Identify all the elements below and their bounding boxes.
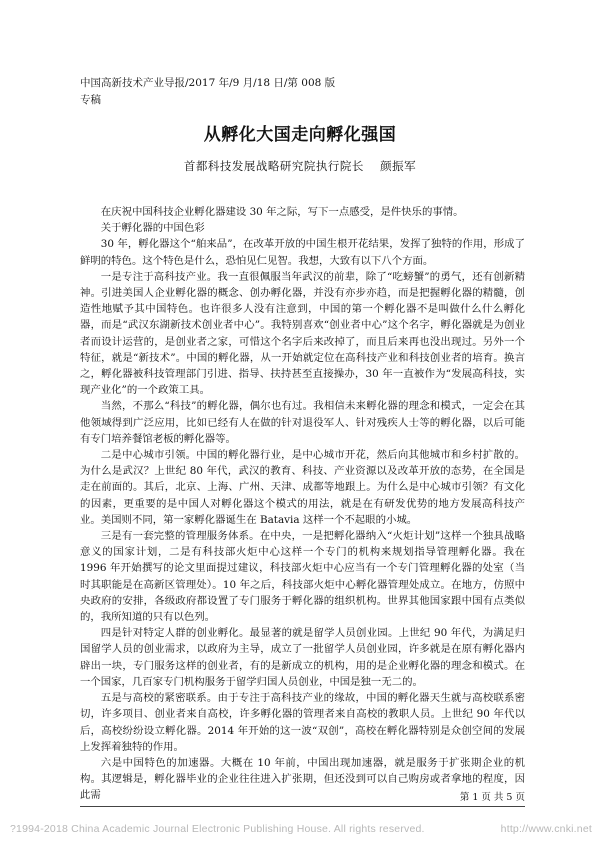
section-heading: 关于孵化器的中国色彩 xyxy=(100,222,205,235)
paragraph: 在庆祝中国科技企业孵化器建设 30 年之际，写下一点感受，是件快乐的事情。 xyxy=(100,206,464,218)
paragraph: 五是与高校的紧密联系。由于专注于高科技产业的缘故，中国的孵化器天生就与高校联系密切，许多项目、创业者来自高校，许多孵化器的管理者来自高校的教职人员。上世纪 90 年代以后，高校纷纷设立孵化器。2014 年开始的这一波“双创”，高校在孵化器特别是众创空间的发展上发挥着独特的作用。 xyxy=(80,692,525,753)
paragraph: 六是中国特色的加速器。大概在 10 年前，中国出现加速器，就是服务于扩张期企业的机构。其逻辑是，孵化器毕业的企业往往进入扩张期，但还没到可以自己购房或者拿地的程度，因此需 xyxy=(80,756,525,802)
copyright-text: ?1994-2018 China Academic Journal Electronic Publishing House. All rights reserved. xyxy=(10,823,425,835)
page-number: 第 1 页 共 5 页 xyxy=(459,792,525,803)
article-body xyxy=(80,204,525,804)
footer-divider xyxy=(80,806,525,807)
paragraph: 一是专注于高科技产业。我一直很佩服当年武汉的前辈，除了“吃螃蟹”的勇气，还有创新精神。引进美国人企业孵化器的概念、创办孵化器，并没有亦步亦趋，而是把握孵化器的精髓，创造性地赋予其中国特色。也许很多人没有注意到，中国的第一个孵化器不是叫做什么什么孵化器，而是“武汉东湖新技术创业者中心”。我特别喜欢“创业者中心”这个名字，孵化器就是为创业者而设计运营的，是创业者之家，可惜这个名字后来改掉了，而且后来再也没出现过。另外一个特征，就是“新技术”。中国的孵化器，从一开始就定位在高科技产业和科技创业者的培育。换言之，孵化器被科技管理部门引进、指导、扶持甚至直接操办，30 年一直被作为“发展高科技，实现产业化”的一个政策工具。 xyxy=(80,270,525,397)
cnki-url: http://www.cnki.net xyxy=(500,823,592,835)
author-line: 首都科技发展战略研究院执行院长 颜振军 xyxy=(183,159,417,173)
paragraph: 三是有一套完整的管理服务体系。在中央，一是把孵化器纳入“火炬计划”这样一个独具战略意义的国家计划，二是有科技部火炬中心这样一个专门的机构来规划指导管理孵化器。我在 1996 年开始撰写的论文里面提过建议，科技部火炬中心应当有一个专门管理孵化器的处室（当时其职能是在高新区管理处）。10 年之后，科技部火炬中心孵化器管理处成立。在地方，仿照中央政府的安排，各级政府都设置了专门服务于孵化器的组织机构。世界其他国家跟中国有点类似的，我所知道的只有以色列。 xyxy=(80,530,525,624)
source-line: 中国高新技术产业导报/2017 年/9 月/18 日/第 008 版 xyxy=(80,77,336,89)
article-title: 从孵化大国走向孵化强国 xyxy=(203,125,397,145)
publication-header xyxy=(80,75,335,109)
paragraph: 二是中心城市引领。中国的孵化器行业，是中心城市开花，然后向其他城市和乡村扩散的。为什么是武汉？上世纪 80 年代，武汉的教育、科技、产业资源以及改革开放的态势，在全国是走在前面的。其后，北京、上海、广州、天津、成都等地跟上。为什么是中心城市引领？有文化的因素，更重要的是中国人对孵化器这个模式的用法，就是在有研发优势的地方发展高科技产业。美国则不同，第一家孵化器诞生在 Batavia 这样一个不起眼的小城。 xyxy=(80,449,525,526)
paragraph: 四是针对特定人群的创业孵化。最显著的就是留学人员创业园。上世纪 90 年代，为满足归国留学人员的创业需求，以政府为主导，成立了一批留学人员创业园，许多就是在原有孵化器内辟出一块，专门服务这样的创业者，有的是新成立的机构，用的是企业孵化器的理念和模式。在一个国家，几百家专门机构服务于留学归国人员创业，中国是独一无二的。 xyxy=(80,627,525,688)
paragraph: 当然，不那么“科技”的孵化器，偶尔也有过。我相信未来孵化器的理念和模式，一定会在其他领域得到广泛应用，比如已经有人在做的针对退役军人、针对残疾人士等的孵化器，以后可能有专门培养餐馆老板的孵化器等。 xyxy=(80,400,525,445)
column-label: 专稿 xyxy=(80,94,101,106)
paragraph: 30 年，孵化器这个“舶来品”，在改革开放的中国生根开花结果，发挥了独特的作用，形成了鲜明的特色。这个特色是什么，恐怕见仁见智。我想，大致有以下八个方面。 xyxy=(80,238,525,267)
copyright-footer xyxy=(10,823,592,835)
